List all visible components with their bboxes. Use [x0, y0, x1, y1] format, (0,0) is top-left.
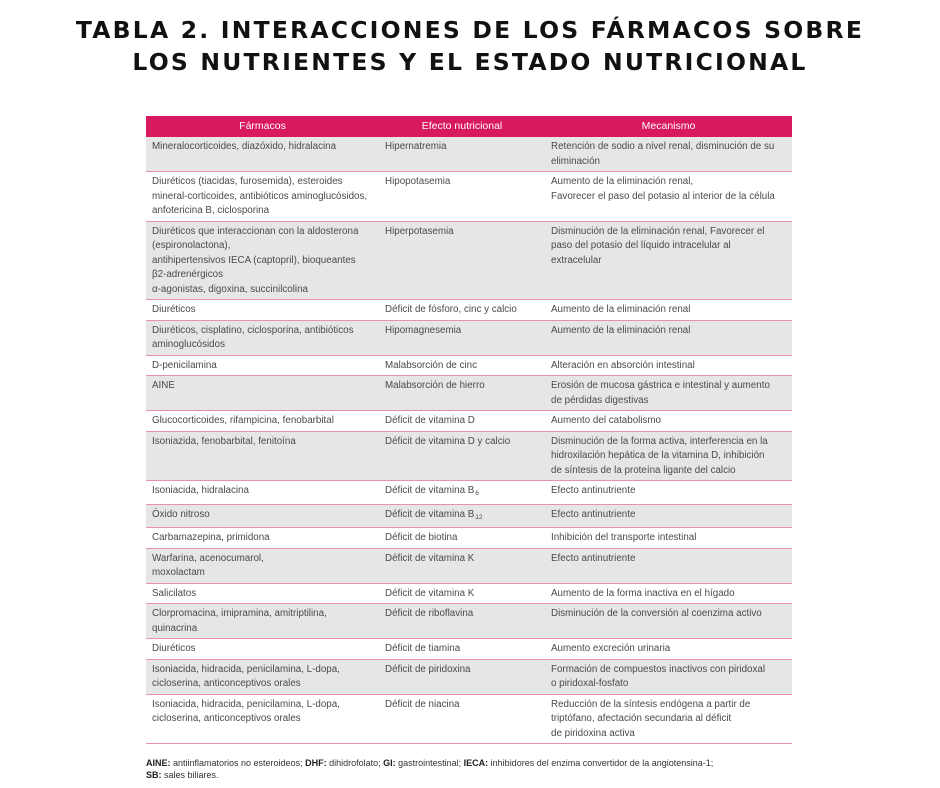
cell-efecto — [379, 528, 545, 549]
cell-mecanismo — [545, 221, 792, 300]
cell-mecanismo-text: Disminución de la forma activa, interferencia en la hidroxilación hepática de la vitamina D, inhibición de síntesis de la proteína ligante del calcio — [551, 435, 768, 476]
table-row — [146, 431, 792, 481]
cell-mecanismo — [545, 548, 792, 583]
cell-efecto — [379, 604, 545, 639]
footnote-abbr-aine: AINE: — [146, 758, 171, 768]
cell-farmacos-text: Mineralocorticoides, diazóxido, hidralacina — [152, 141, 337, 152]
cell-mecanismo — [545, 504, 792, 528]
cell-mecanismo — [545, 320, 792, 355]
cell-efecto — [379, 548, 545, 583]
vitamin-subscript: 12 — [475, 513, 483, 521]
cell-efecto-text: Déficit de vitamina B — [385, 508, 475, 520]
cell-farmacos-text: Diuréticos — [152, 643, 196, 654]
cell-farmacos-text: Diuréticos que interaccionan con la aldosterona (espironolactona), antihipertensivos IECA (captopril), bioqueantes β2-adrenérgicos α-agonistas, digoxina, succinilcolina — [152, 225, 359, 295]
table-row — [146, 481, 792, 505]
cell-mecanismo — [545, 659, 792, 694]
cell-farmacos — [146, 300, 379, 321]
cell-farmacos-text: Óxido nitroso — [152, 508, 210, 520]
cell-efecto-text: Déficit de biotina — [385, 532, 458, 543]
cell-farmacos — [146, 320, 379, 355]
table-header-row — [146, 116, 792, 137]
cell-farmacos — [146, 694, 379, 744]
cell-mecanismo — [545, 604, 792, 639]
cell-farmacos-text: Glucocorticoides, rifampicina, fenobarbital — [152, 415, 334, 426]
footnote-abbr-ieca: IECA: — [463, 758, 489, 768]
cell-efecto-text: Déficit de vitamina K — [385, 587, 475, 599]
cell-farmacos — [146, 221, 379, 300]
cell-farmacos — [146, 528, 379, 549]
cell-mecanismo-text: Alteración en absorción intestinal — [551, 359, 695, 371]
cell-mecanismo-text: Retención de sodio a nivel renal, disminución de su eliminación — [551, 141, 775, 167]
table-header — [146, 116, 792, 137]
cell-mecanismo-text: Disminución de la eliminación renal, Favorecer el paso del potasio del líquido intracelular al extracelular — [551, 225, 765, 266]
cell-farmacos — [146, 504, 379, 528]
cell-efecto — [379, 583, 545, 604]
cell-mecanismo-text: Efecto antinutriente — [551, 508, 636, 520]
cell-mecanismo — [545, 172, 792, 222]
cell-farmacos-text: Diuréticos, cisplatino, ciclosporina, antibióticos aminoglucósidos — [152, 324, 354, 350]
cell-mecanismo — [545, 300, 792, 321]
cell-mecanismo — [545, 528, 792, 549]
cell-efecto-text: Malabsorción de cinc — [385, 359, 478, 371]
cell-mecanismo-text: Aumento de la eliminación renal — [551, 324, 691, 336]
table-row — [146, 221, 792, 300]
cell-efecto — [379, 355, 545, 376]
cell-farmacos-text: Clorpromacina, imipramina, amitriptilina, quinacrina — [152, 608, 327, 634]
cell-farmacos-text: Isoniazida, fenobarbital, fenitoína — [152, 435, 296, 447]
cell-farmacos-text: Isoniacida, hidracida, penicilamina, L-dopa, cicloserina, anticonceptivos orales — [152, 663, 340, 689]
cell-mecanismo — [545, 481, 792, 505]
cell-farmacos — [146, 481, 379, 505]
cell-farmacos-text: Isoniacida, hidracida, penicilamina, L-dopa, cicloserina, anticonceptivos orales — [152, 698, 340, 724]
cell-farmacos — [146, 172, 379, 222]
cell-efecto-text: Déficit de tiamina — [385, 643, 461, 654]
table-body — [146, 137, 792, 744]
title-line-2: LOS NUTRIENTES Y EL ESTADO NUTRICIONAL — [132, 48, 808, 76]
cell-mecanismo-text: Erosión de mucosa gástrica e intestinal y aumento de pérdidas digestivas — [551, 380, 770, 406]
cell-efecto — [379, 172, 545, 222]
cell-mecanismo-text: Aumento del catabolismo — [551, 415, 662, 426]
cell-efecto — [379, 481, 545, 505]
cell-farmacos-text: Carbamazepina, primidona — [152, 532, 270, 543]
table-row — [146, 504, 792, 528]
cell-efecto — [379, 376, 545, 411]
cell-farmacos — [146, 604, 379, 639]
table-row — [146, 639, 792, 660]
cell-farmacos — [146, 583, 379, 604]
footnote — [146, 758, 792, 781]
cell-farmacos-text: Diuréticos — [152, 304, 196, 315]
cell-farmacos — [146, 548, 379, 583]
cell-farmacos-text: AINE — [152, 380, 175, 391]
cell-mecanismo — [545, 639, 792, 660]
table-row — [146, 548, 792, 583]
cell-farmacos — [146, 431, 379, 481]
cell-efecto — [379, 221, 545, 300]
cell-farmacos — [146, 639, 379, 660]
table-row — [146, 320, 792, 355]
cell-mecanismo-text: Disminución de la conversión al coenzima activo — [551, 608, 762, 619]
table-row — [146, 355, 792, 376]
table-row — [146, 172, 792, 222]
cell-efecto-text: Hipernatremia — [385, 141, 447, 152]
cell-efecto-text: Déficit de vitamina B — [385, 485, 475, 496]
vitamin-subscript: 6 — [475, 490, 479, 497]
cell-efecto — [379, 431, 545, 481]
header-mecanismo: Mecanismo — [545, 116, 792, 137]
footnote-abbr-gi: GI: — [383, 758, 396, 768]
table-row — [146, 137, 792, 172]
table-row — [146, 300, 792, 321]
footnote-def-aine: antiinflamatorios no esteroideos; — [170, 758, 306, 768]
cell-efecto — [379, 411, 545, 432]
cell-mecanismo-text: Aumento excreción urinaria — [551, 643, 671, 654]
cell-mecanismo — [545, 583, 792, 604]
title-line-1: TABLA 2. INTERACCIONES DE LOS FÁRMACOS SOBRE — [75, 16, 865, 44]
cell-mecanismo — [545, 411, 792, 432]
cell-farmacos-text: Isoniacida, hidralacina — [152, 485, 249, 496]
cell-mecanismo — [545, 355, 792, 376]
cell-efecto-text: Déficit de vitamina D — [385, 415, 475, 426]
table-row — [146, 659, 792, 694]
cell-mecanismo-text: Formación de compuestos inactivos con piridoxal o piridoxal-fosfato — [551, 663, 766, 689]
cell-mecanismo-text: Efecto antinutriente — [551, 485, 636, 496]
cell-farmacos-text: D-penicilamina — [152, 359, 217, 371]
page-title — [0, 14, 940, 78]
cell-mecanismo-text: Aumento de la forma inactiva en el hígado — [551, 587, 735, 599]
footnote-def-ieca: inhibidores del enzima convertidor de la angiotensina-1; — [488, 758, 714, 768]
cell-farmacos — [146, 411, 379, 432]
cell-efecto-text: Déficit de riboflavina — [385, 608, 474, 619]
header-efecto-nutricional: Efecto nutricional — [379, 116, 545, 137]
cell-mecanismo — [545, 137, 792, 172]
footnote-def-gi: gastrointestinal; — [395, 758, 464, 768]
cell-farmacos-text: Diuréticos (tiacidas, furosemida), esteroides mineral-corticoides, antibióticos aminoglucósidos, anfotericina B, ciclosporina — [152, 176, 368, 216]
cell-farmacos — [146, 355, 379, 376]
cell-efecto-text: Hipomagnesemia — [385, 324, 462, 336]
cell-farmacos-text: Warfarina, acenocumarol, moxolactam — [152, 552, 264, 578]
table-row — [146, 528, 792, 549]
cell-mecanismo-text: Efecto antinutriente — [551, 552, 636, 564]
cell-farmacos — [146, 376, 379, 411]
cell-efecto-text: Hiperpotasemia — [385, 225, 454, 237]
cell-efecto — [379, 320, 545, 355]
cell-efecto-text: Hipopotasemia — [385, 176, 451, 187]
cell-efecto-text: Déficit de niacina — [385, 698, 460, 710]
cell-mecanismo — [545, 431, 792, 481]
cell-efecto — [379, 300, 545, 321]
cell-mecanismo — [545, 694, 792, 744]
cell-efecto-text: Déficit de vitamina D y calcio — [385, 435, 511, 447]
cell-farmacos — [146, 659, 379, 694]
interactions-table — [146, 116, 792, 744]
cell-mecanismo-text: Inhibición del transporte intestinal — [551, 532, 697, 543]
cell-efecto — [379, 659, 545, 694]
cell-mecanismo-text: Aumento de la eliminación renal, Favorecer el paso del potasio al interior de la célula — [551, 176, 775, 202]
table-row — [146, 604, 792, 639]
table-row — [146, 376, 792, 411]
footnote-abbr-sb: SB: — [146, 769, 162, 780]
footnote-def-sb: sales biliares. — [161, 769, 219, 780]
table-row — [146, 411, 792, 432]
cell-mecanismo — [545, 376, 792, 411]
cell-efecto — [379, 639, 545, 660]
cell-efecto-text: Déficit de piridoxina — [385, 663, 471, 675]
footnote-abbr-dhf: DHF: — [305, 758, 327, 768]
cell-mecanismo-text: Aumento de la eliminación renal — [551, 304, 691, 315]
table-row — [146, 583, 792, 604]
cell-mecanismo-text: Reducción de la síntesis endógena a partir de triptófano, afectación secundaria al déficit de piridoxina activa — [551, 698, 751, 739]
cell-farmacos-text: Salicilatos — [152, 587, 197, 599]
cell-efecto-text: Déficit de fósforo, cinc y calcio — [385, 304, 517, 315]
cell-efecto-text: Déficit de vitamina K — [385, 552, 475, 564]
cell-efecto-text: Malabsorción de hierro — [385, 380, 485, 391]
cell-efecto — [379, 137, 545, 172]
footnote-def-dhf: dihidrofolato; — [326, 758, 384, 768]
header-farmacos: Fármacos — [146, 116, 379, 137]
cell-efecto — [379, 694, 545, 744]
cell-efecto — [379, 504, 545, 528]
table-row — [146, 694, 792, 744]
cell-farmacos — [146, 137, 379, 172]
